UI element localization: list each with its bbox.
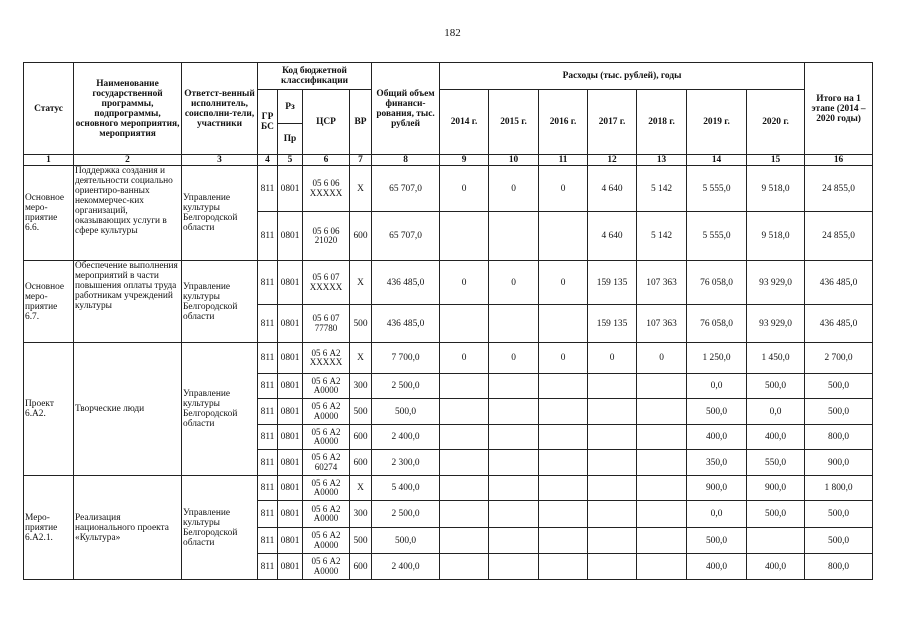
header-responsible: Ответст-венный исполнитель, соисполни-тели, участники bbox=[182, 63, 258, 155]
header-year: 2015 г. bbox=[489, 90, 539, 155]
year-value-cell: 0 bbox=[440, 166, 489, 212]
grbs-cell: 811 bbox=[258, 476, 278, 501]
year-value-cell bbox=[489, 374, 539, 399]
header-year: 2018 г. bbox=[637, 90, 687, 155]
vr-cell: Х bbox=[350, 343, 372, 374]
stage-total-cell: 1 800,0 bbox=[805, 476, 873, 501]
year-value-cell: 350,0 bbox=[687, 450, 747, 476]
year-value-cell bbox=[539, 399, 588, 425]
year-value-cell bbox=[588, 450, 637, 476]
vr-cell: Х bbox=[350, 166, 372, 212]
grbs-cell: 811 bbox=[258, 450, 278, 476]
year-value-cell: 159 135 bbox=[588, 305, 637, 343]
csr-cell: 05 6 06 21020 bbox=[303, 212, 350, 261]
year-value-cell: 4 640 bbox=[588, 166, 637, 212]
table-row bbox=[24, 343, 873, 374]
year-value-cell bbox=[637, 399, 687, 425]
year-value-cell bbox=[539, 501, 588, 528]
year-value-cell bbox=[539, 554, 588, 580]
rz-cell: 0801 bbox=[278, 450, 303, 476]
grbs-cell: 811 bbox=[258, 374, 278, 399]
responsible-cell: Управление культуры Белгородской области bbox=[182, 343, 258, 476]
year-value-cell bbox=[440, 425, 489, 450]
year-value-cell bbox=[539, 476, 588, 501]
name-cell: Реализация национального проекта «Культура» bbox=[74, 476, 182, 580]
year-value-cell: 0 bbox=[489, 261, 539, 305]
vr-cell: 600 bbox=[350, 425, 372, 450]
column-number: 10 bbox=[489, 155, 539, 166]
vr-cell: 500 bbox=[350, 305, 372, 343]
header-pr: Пр bbox=[278, 124, 303, 155]
year-value-cell bbox=[637, 501, 687, 528]
year-value-cell bbox=[489, 450, 539, 476]
rz-cell: 0801 bbox=[278, 166, 303, 212]
year-value-cell bbox=[637, 425, 687, 450]
total-cell: 7 700,0 bbox=[372, 343, 440, 374]
year-value-cell bbox=[539, 450, 588, 476]
year-value-cell: 400,0 bbox=[747, 425, 805, 450]
stage-total-cell: 800,0 bbox=[805, 554, 873, 580]
header-status: Статус bbox=[24, 63, 74, 155]
status-cell: Основное меро-приятие 6.7. bbox=[24, 261, 74, 343]
responsible-cell: Управление культуры Белгородской области bbox=[182, 261, 258, 343]
vr-cell: 500 bbox=[350, 528, 372, 554]
column-number: 11 bbox=[539, 155, 588, 166]
total-cell: 5 400,0 bbox=[372, 476, 440, 501]
year-value-cell: 5 555,0 bbox=[687, 212, 747, 261]
total-cell: 500,0 bbox=[372, 528, 440, 554]
year-value-cell bbox=[539, 212, 588, 261]
header-year: 2016 г. bbox=[539, 90, 588, 155]
table-row bbox=[24, 166, 873, 212]
rz-cell: 0801 bbox=[278, 425, 303, 450]
vr-cell: 600 bbox=[350, 554, 372, 580]
year-value-cell bbox=[440, 212, 489, 261]
grbs-cell: 811 bbox=[258, 166, 278, 212]
year-value-cell: 0 bbox=[637, 343, 687, 374]
year-value-cell bbox=[588, 554, 637, 580]
total-cell: 65 707,0 bbox=[372, 212, 440, 261]
year-value-cell: 0 bbox=[489, 166, 539, 212]
total-cell: 2 400,0 bbox=[372, 425, 440, 450]
year-value-cell bbox=[489, 212, 539, 261]
csr-cell: 05 6 А2 А0000 bbox=[303, 528, 350, 554]
year-value-cell: 1 250,0 bbox=[687, 343, 747, 374]
year-value-cell bbox=[637, 476, 687, 501]
column-number: 5 bbox=[278, 155, 303, 166]
header-grbs: ГР БС bbox=[258, 90, 278, 155]
year-value-cell bbox=[747, 528, 805, 554]
column-number: 2 bbox=[74, 155, 182, 166]
stage-total-cell: 436 485,0 bbox=[805, 305, 873, 343]
vr-cell: 300 bbox=[350, 374, 372, 399]
year-value-cell bbox=[539, 425, 588, 450]
total-cell: 2 300,0 bbox=[372, 450, 440, 476]
year-value-cell bbox=[588, 476, 637, 501]
stage-total-cell: 500,0 bbox=[805, 501, 873, 528]
year-value-cell bbox=[539, 374, 588, 399]
year-value-cell bbox=[489, 425, 539, 450]
year-value-cell bbox=[539, 305, 588, 343]
grbs-cell: 811 bbox=[258, 399, 278, 425]
year-value-cell: 0 bbox=[440, 343, 489, 374]
year-value-cell: 0,0 bbox=[687, 374, 747, 399]
stage-total-cell: 436 485,0 bbox=[805, 261, 873, 305]
grbs-cell: 811 bbox=[258, 528, 278, 554]
year-value-cell bbox=[489, 528, 539, 554]
stage-total-cell: 24 855,0 bbox=[805, 166, 873, 212]
total-cell: 2 500,0 bbox=[372, 501, 440, 528]
year-value-cell: 76 058,0 bbox=[687, 305, 747, 343]
header-year: 2017 г. bbox=[588, 90, 637, 155]
year-value-cell: 5 142 bbox=[637, 212, 687, 261]
responsible-cell: Управление культуры Белгородской области bbox=[182, 166, 258, 261]
year-value-cell bbox=[637, 528, 687, 554]
year-value-cell bbox=[588, 425, 637, 450]
total-cell: 2 500,0 bbox=[372, 374, 440, 399]
year-value-cell: 93 929,0 bbox=[747, 305, 805, 343]
vr-cell: 300 bbox=[350, 501, 372, 528]
year-value-cell: 9 518,0 bbox=[747, 166, 805, 212]
name-cell: Обеспечение выполнения мероприятий в части повышения оплаты труда работникам учреждений культуры bbox=[74, 261, 182, 343]
year-value-cell bbox=[539, 528, 588, 554]
year-value-cell: 9 518,0 bbox=[747, 212, 805, 261]
csr-cell: 05 6 А2 А0000 bbox=[303, 399, 350, 425]
rz-cell: 0801 bbox=[278, 528, 303, 554]
header-year: 2014 г. bbox=[440, 90, 489, 155]
year-value-cell bbox=[588, 501, 637, 528]
grbs-cell: 811 bbox=[258, 554, 278, 580]
column-number: 13 bbox=[637, 155, 687, 166]
budget-table bbox=[23, 62, 873, 580]
status-cell: Проект 6.А2. bbox=[24, 343, 74, 476]
csr-cell: 05 6 А2 А0000 bbox=[303, 554, 350, 580]
grbs-cell: 811 bbox=[258, 425, 278, 450]
csr-cell: 05 6 06 XXXXX bbox=[303, 166, 350, 212]
column-number: 8 bbox=[372, 155, 440, 166]
grbs-cell: 811 bbox=[258, 261, 278, 305]
header-year: 2019 г. bbox=[687, 90, 747, 155]
year-value-cell: 500,0 bbox=[747, 501, 805, 528]
csr-cell: 05 6 А2 А0000 bbox=[303, 501, 350, 528]
header-year: 2020 г. bbox=[747, 90, 805, 155]
year-value-cell bbox=[637, 554, 687, 580]
year-value-cell: 5 142 bbox=[637, 166, 687, 212]
year-value-cell bbox=[440, 501, 489, 528]
total-cell: 436 485,0 bbox=[372, 261, 440, 305]
year-value-cell: 0,0 bbox=[747, 399, 805, 425]
grbs-cell: 811 bbox=[258, 212, 278, 261]
csr-cell: 05 6 А2 А0000 bbox=[303, 476, 350, 501]
year-value-cell: 0 bbox=[588, 343, 637, 374]
header-csr: ЦСР bbox=[303, 90, 350, 155]
year-value-cell bbox=[489, 399, 539, 425]
year-value-cell bbox=[489, 554, 539, 580]
year-value-cell: 900,0 bbox=[747, 476, 805, 501]
year-value-cell: 159 135 bbox=[588, 261, 637, 305]
csr-cell: 05 6 07 XXXXX bbox=[303, 261, 350, 305]
column-number: 12 bbox=[588, 155, 637, 166]
status-cell: Основное меро-приятие 6.6. bbox=[24, 166, 74, 261]
year-value-cell bbox=[588, 528, 637, 554]
year-value-cell: 500,0 bbox=[687, 528, 747, 554]
column-number: 6 bbox=[303, 155, 350, 166]
name-cell: Поддержка создания и деятельности социально ориентиро-ванных некоммерчес-ких организаций, оказывающих услуги в сфере культуры bbox=[74, 166, 182, 261]
stage-total-cell: 900,0 bbox=[805, 450, 873, 476]
year-value-cell bbox=[440, 374, 489, 399]
header-expenses: Расходы (тыс. рублей), годы bbox=[440, 63, 805, 90]
rz-cell: 0801 bbox=[278, 399, 303, 425]
header-stage-total: Итого на 1 этапе (2014 – 2020 годы) bbox=[805, 63, 873, 155]
csr-cell: 05 6 А2 60274 bbox=[303, 450, 350, 476]
year-value-cell bbox=[440, 528, 489, 554]
stage-total-cell: 500,0 bbox=[805, 374, 873, 399]
vr-cell: 600 bbox=[350, 450, 372, 476]
year-value-cell: 0 bbox=[489, 343, 539, 374]
rz-cell: 0801 bbox=[278, 374, 303, 399]
status-cell: Меро-приятие 6.А2.1. bbox=[24, 476, 74, 580]
stage-total-cell: 2 700,0 bbox=[805, 343, 873, 374]
year-value-cell: 900,0 bbox=[687, 476, 747, 501]
year-value-cell bbox=[489, 305, 539, 343]
year-value-cell: 107 363 bbox=[637, 261, 687, 305]
year-value-cell: 500,0 bbox=[687, 399, 747, 425]
year-value-cell: 93 929,0 bbox=[747, 261, 805, 305]
year-value-cell: 0 bbox=[440, 261, 489, 305]
rz-cell: 0801 bbox=[278, 212, 303, 261]
header-total: Общий объем финанси-рования, тыс. рублей bbox=[372, 63, 440, 155]
total-cell: 65 707,0 bbox=[372, 166, 440, 212]
header-name: Наименование государственной программы, подпрограммы, основного мероприятия, мероприятия bbox=[74, 63, 182, 155]
year-value-cell: 76 058,0 bbox=[687, 261, 747, 305]
year-value-cell: 4 640 bbox=[588, 212, 637, 261]
csr-cell: 05 6 А2 А0000 bbox=[303, 425, 350, 450]
grbs-cell: 811 bbox=[258, 305, 278, 343]
stage-total-cell: 500,0 bbox=[805, 528, 873, 554]
rz-cell: 0801 bbox=[278, 343, 303, 374]
csr-cell: 05 6 А2 А0000 bbox=[303, 374, 350, 399]
stage-total-cell: 24 855,0 bbox=[805, 212, 873, 261]
year-value-cell: 400,0 bbox=[687, 425, 747, 450]
year-value-cell: 400,0 bbox=[747, 554, 805, 580]
year-value-cell bbox=[637, 450, 687, 476]
year-value-cell: 107 363 bbox=[637, 305, 687, 343]
vr-cell: Х bbox=[350, 476, 372, 501]
year-value-cell bbox=[489, 501, 539, 528]
rz-cell: 0801 bbox=[278, 476, 303, 501]
vr-cell: 500 bbox=[350, 399, 372, 425]
column-number: 1 bbox=[24, 155, 74, 166]
stage-total-cell: 500,0 bbox=[805, 399, 873, 425]
column-number: 16 bbox=[805, 155, 873, 166]
vr-cell: 600 bbox=[350, 212, 372, 261]
column-numbers-row bbox=[24, 155, 873, 166]
year-value-cell bbox=[489, 476, 539, 501]
responsible-cell: Управление культуры Белгородской области bbox=[182, 476, 258, 580]
total-cell: 500,0 bbox=[372, 399, 440, 425]
year-value-cell bbox=[440, 554, 489, 580]
year-value-cell: 550,0 bbox=[747, 450, 805, 476]
year-value-cell bbox=[637, 374, 687, 399]
year-value-cell bbox=[440, 476, 489, 501]
year-value-cell: 400,0 bbox=[687, 554, 747, 580]
table-row bbox=[24, 476, 873, 501]
grbs-cell: 811 bbox=[258, 343, 278, 374]
total-cell: 436 485,0 bbox=[372, 305, 440, 343]
year-value-cell: 1 450,0 bbox=[747, 343, 805, 374]
total-cell: 2 400,0 bbox=[372, 554, 440, 580]
column-number: 7 bbox=[350, 155, 372, 166]
column-number: 9 bbox=[440, 155, 489, 166]
year-value-cell: 0 bbox=[539, 166, 588, 212]
header-rz: Рз bbox=[278, 90, 303, 124]
page-number: 182 bbox=[444, 27, 461, 39]
table-row bbox=[24, 261, 873, 305]
year-value-cell bbox=[588, 399, 637, 425]
year-value-cell bbox=[440, 305, 489, 343]
year-value-cell: 0,0 bbox=[687, 501, 747, 528]
name-cell: Творческие люди bbox=[74, 343, 182, 476]
column-number: 14 bbox=[687, 155, 747, 166]
header-vr: ВР bbox=[350, 90, 372, 155]
rz-cell: 0801 bbox=[278, 501, 303, 528]
column-number: 15 bbox=[747, 155, 805, 166]
year-value-cell: 0 bbox=[539, 261, 588, 305]
csr-cell: 05 6 07 77780 bbox=[303, 305, 350, 343]
grbs-cell: 811 bbox=[258, 501, 278, 528]
rz-cell: 0801 bbox=[278, 261, 303, 305]
stage-total-cell: 800,0 bbox=[805, 425, 873, 450]
column-number: 3 bbox=[182, 155, 258, 166]
vr-cell: Х bbox=[350, 261, 372, 305]
year-value-cell: 5 555,0 bbox=[687, 166, 747, 212]
csr-cell: 05 6 А2 XXXXX bbox=[303, 343, 350, 374]
rz-cell: 0801 bbox=[278, 554, 303, 580]
year-value-cell: 500,0 bbox=[747, 374, 805, 399]
year-value-cell bbox=[440, 450, 489, 476]
column-number: 4 bbox=[258, 155, 278, 166]
year-value-cell bbox=[588, 374, 637, 399]
rz-cell: 0801 bbox=[278, 305, 303, 343]
year-value-cell: 0 bbox=[539, 343, 588, 374]
header-budget-code: Код бюджетной классификации bbox=[258, 63, 372, 90]
year-value-cell bbox=[440, 399, 489, 425]
